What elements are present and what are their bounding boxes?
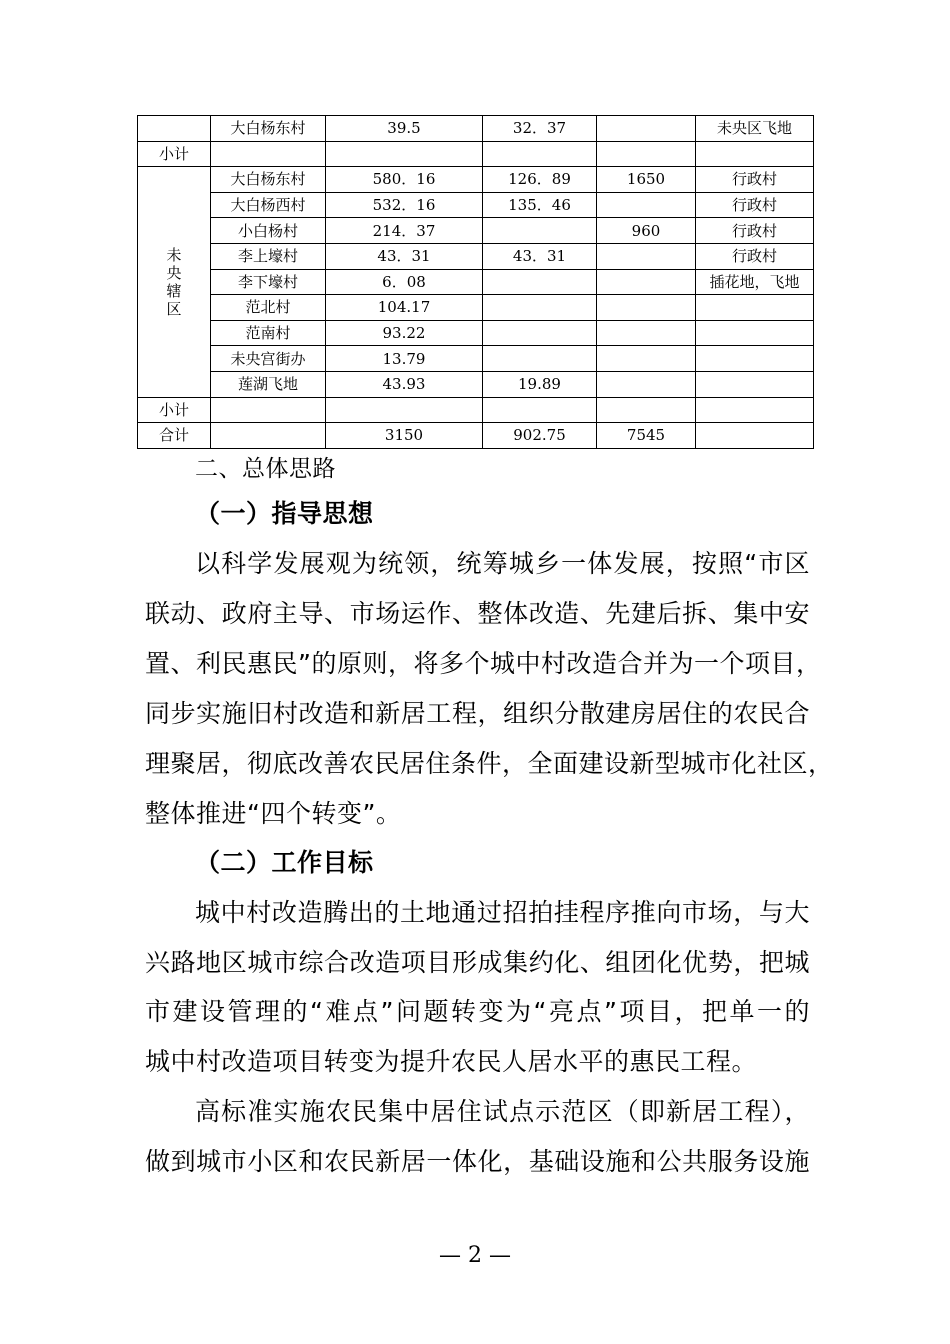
table-cell: 3150 (326, 423, 483, 449)
table-cell (483, 141, 597, 167)
table-cell (696, 423, 814, 449)
paragraph-line: 城中村改造项目转变为提升农民人居水平的惠民工程。 (145, 1047, 758, 1076)
group-label-char: 区 (166, 299, 182, 318)
table-cell: 532．16 (326, 192, 483, 218)
table-cell: 580．16 (326, 167, 483, 193)
table-cell: 1650 (597, 167, 696, 193)
table-cell: 行政村 (696, 243, 814, 269)
table-cell: 43．31 (483, 243, 597, 269)
table-cell: 大白杨东村 (211, 167, 326, 193)
table-cell (597, 243, 696, 269)
table-cell (211, 423, 326, 449)
table-cell: 214．37 (326, 218, 483, 244)
table-row (138, 116, 814, 142)
table-row (138, 243, 814, 269)
group-label-char: 未 (166, 245, 182, 264)
paragraph-line: 整体推进“四个转变”。 (145, 799, 402, 828)
table-cell (696, 320, 814, 346)
table-cell (597, 141, 696, 167)
table-row (138, 346, 814, 372)
table-cell (597, 116, 696, 142)
subsection-heading: （二）工作目标 (195, 848, 374, 877)
paragraph-line: 联动、政府主导、市场运作、整体改造、先建后拆、集中安 (145, 599, 810, 628)
table-cell (211, 141, 326, 167)
table-cell: 小计 (138, 141, 211, 167)
table-row (138, 269, 814, 295)
paragraph-line: 理聚居，彻底改善农民居住条件，全面建设新型城市化社区， (145, 749, 834, 778)
table-cell (696, 295, 814, 321)
table-cell: 43.93 (326, 371, 483, 397)
table-row (138, 167, 814, 193)
table-cell (597, 192, 696, 218)
table-cell: 13.79 (326, 346, 483, 372)
table-cell (483, 295, 597, 321)
table-cell (597, 346, 696, 372)
table-cell (483, 218, 597, 244)
table-cell: 未央区飞地 (696, 116, 814, 142)
village-data-table (137, 115, 814, 449)
paragraph-line: 兴路地区城市综合改造项目形成集约化、组团化优势，把城 (145, 948, 810, 977)
table-row (138, 192, 814, 218)
table-cell (696, 371, 814, 397)
section-heading: 二、总体思路 (195, 456, 336, 482)
table-cell (597, 371, 696, 397)
table-row (138, 295, 814, 321)
subsection-heading: （一）指导思想 (195, 499, 374, 528)
table-cell: 104.17 (326, 295, 483, 321)
table-cell (483, 320, 597, 346)
table-cell (597, 397, 696, 423)
table-cell (211, 397, 326, 423)
table-cell: 7545 (597, 423, 696, 449)
table-cell: 135．46 (483, 192, 597, 218)
table-cell (483, 269, 597, 295)
table-cell: 6．08 (326, 269, 483, 295)
table-cell (597, 295, 696, 321)
table-cell: 范北村 (211, 295, 326, 321)
table-cell: 小白杨村 (211, 218, 326, 244)
table-cell: 行政村 (696, 192, 814, 218)
table-row (138, 423, 814, 449)
table-cell: 126．89 (483, 167, 597, 193)
table-cell: 43．31 (326, 243, 483, 269)
group-label-char: 辖 (166, 281, 182, 300)
table-row (138, 371, 814, 397)
paragraph-line: 同步实施旧村改造和新居工程，组织分散建房居住的农民合 (145, 699, 810, 728)
table-cell: 行政村 (696, 167, 814, 193)
table-cell: 范南村 (211, 320, 326, 346)
table-cell (696, 346, 814, 372)
paragraph-line: 置、利民惠民”的原则，将多个城中村改造合并为一个项目， (145, 649, 822, 678)
group-label-char: 央 (166, 263, 182, 282)
table-cell: 93.22 (326, 320, 483, 346)
table-cell: 未央宫街办 (211, 346, 326, 372)
table-cell: 902.75 (483, 423, 597, 449)
table-cell: 插花地，飞地 (696, 269, 814, 295)
table-cell: 行政村 (696, 218, 814, 244)
table-cell: 李上壕村 (211, 243, 326, 269)
page-number: — 2 — (439, 1243, 511, 1268)
paragraph-line: 市建设管理的“难点”问题转变为“亮点”项目，把单一的 (145, 997, 810, 1026)
table-cell (326, 141, 483, 167)
table-row (138, 320, 814, 346)
table-cell: 32．37 (483, 116, 597, 142)
paragraph-line: 城中村改造腾出的土地通过招拍挂程序推向市场，与大 (195, 898, 810, 927)
table-row (138, 397, 814, 423)
table-row (138, 218, 814, 244)
paragraph-line: 以科学发展观为统领，统筹城乡一体发展，按照“市区 (195, 549, 810, 578)
table-cell (597, 269, 696, 295)
table-cell: 39.5 (326, 116, 483, 142)
table-cell: 莲湖飞地 (211, 371, 326, 397)
table-cell: 19.89 (483, 371, 597, 397)
table-cell (483, 397, 597, 423)
group-label-cell (138, 167, 211, 397)
table-cell: 960 (597, 218, 696, 244)
table-cell (696, 397, 814, 423)
table-cell (483, 346, 597, 372)
table-cell: 大白杨东村 (211, 116, 326, 142)
paragraph-line: 做到城市小区和农民新居一体化，基础设施和公共服务设施 (145, 1147, 810, 1176)
table-cell: 小计 (138, 397, 211, 423)
table-cell: 大白杨西村 (211, 192, 326, 218)
table-cell (326, 397, 483, 423)
table-cell (597, 320, 696, 346)
table-cell: 合计 (138, 423, 211, 449)
table-cell: 李下壕村 (211, 269, 326, 295)
table-row (138, 141, 814, 167)
table-cell (138, 116, 211, 142)
paragraph-line: 高标准实施农民集中居住试点示范区（即新居工程）， (195, 1097, 810, 1126)
table-cell (696, 141, 814, 167)
